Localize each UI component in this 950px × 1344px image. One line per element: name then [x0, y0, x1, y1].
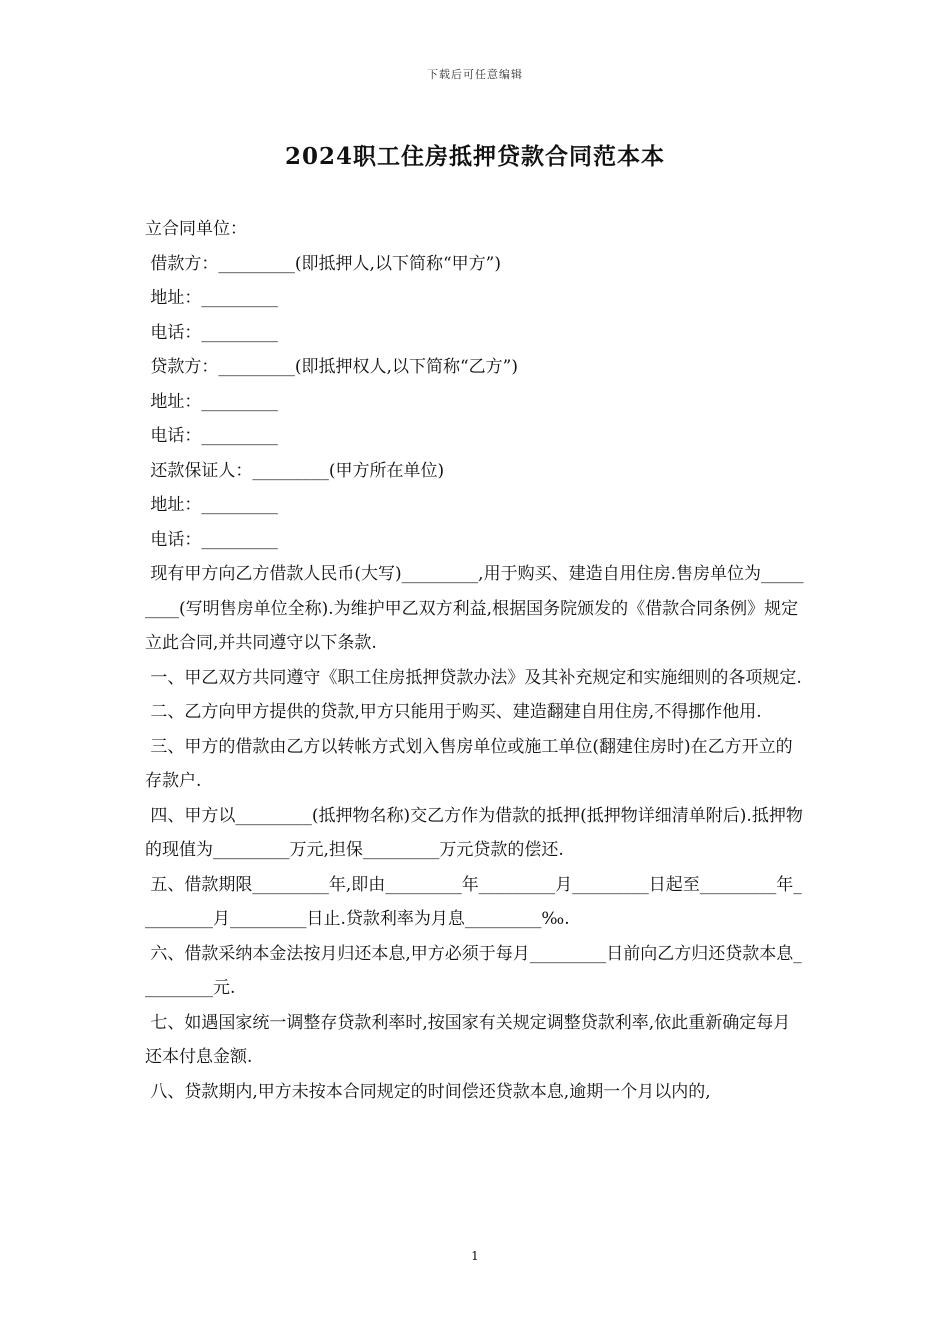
- body-paragraph: 七、如遇国家统一调整存贷款利率时,按国家有关规定调整贷款利率,依此重新确定每月还本付息金额.: [145, 1012, 791, 1067]
- body-paragraph: 地址：_________: [145, 495, 278, 515]
- header-note: 下载后可任意编辑: [427, 68, 523, 81]
- contract-body: [145, 212, 807, 1109]
- body-paragraph: 五、借款期限_________年,即由_________年_________月_________日起至_________年_________月_________日止.贷款利率为月息_________‰.: [145, 874, 802, 929]
- body-paragraph: 六、借款采纳本金法按月归还本息,甲方必须于每月_________日前向乙方归还贷款本息_________元.: [145, 943, 802, 998]
- body-paragraph: 电话：_________: [145, 529, 278, 550]
- body-paragraph: 电话：_________: [145, 322, 278, 343]
- body-paragraph: 立合同单位：: [145, 219, 247, 239]
- body-paragraph: 地址：_________: [145, 288, 278, 308]
- body-paragraph: 二、乙方向甲方提供的贷款,甲方只能用于购买、建造翻建自用住房,不得挪作他用.: [145, 702, 762, 722]
- document-title: 2024职工住房抵押贷款合同范本本: [284, 143, 665, 170]
- body-paragraph: 八、贷款期内,甲方未按本合同规定的时间偿还贷款本息,逾期一个月以内的,: [145, 1081, 711, 1102]
- body-paragraph: 电话：_________: [145, 426, 278, 446]
- body-paragraph: 三、甲方的借款由乙方以转帐方式划入售房单位或施工单位(翻建住房时)在乙方开立的存款户.: [145, 736, 793, 791]
- body-paragraph: 借款方：_________(即抵押人,以下简称“甲方”): [145, 253, 501, 274]
- body-paragraph: 贷款方：_________(即抵押权人,以下简称“乙方”): [145, 357, 518, 377]
- body-paragraph: 一、甲乙双方共同遵守《职工住房抵押贷款办法》及其补充规定和实施细则的各项规定.: [145, 667, 802, 688]
- body-paragraph: 四、甲方以_________(抵押物名称)交乙方作为借款的抵押(抵押物详细清单附后).抵押物的现值为_________万元,担保_________万元贷款的偿还.: [145, 805, 803, 860]
- body-paragraph: 还款保证人：_________(甲方所在单位): [145, 460, 445, 481]
- page-number: 1: [471, 1249, 479, 1263]
- body-paragraph: 地址：_________: [145, 391, 278, 412]
- body-paragraph: 现有甲方向乙方借款人民币(大写)_________,用于购买、建造自用住房.售房单位为_________(写明售房单位全称).为维护甲乙双方利益,根据国务院颁发的《借款合同条例》规定立此合同,并共同遵守以下条款.: [145, 564, 804, 653]
